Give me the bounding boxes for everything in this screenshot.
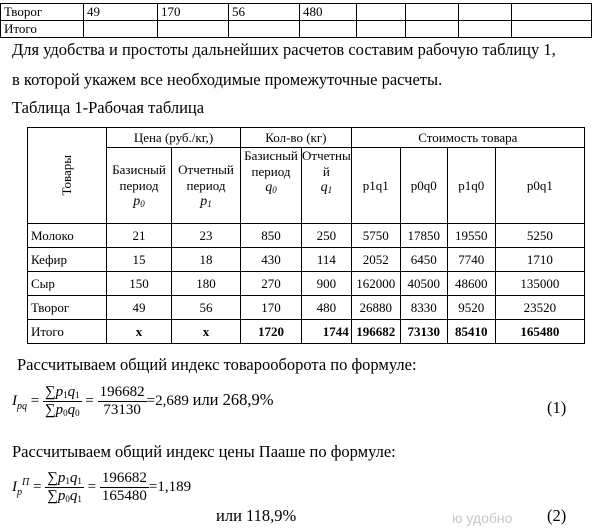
table-cell: 5250 bbox=[495, 224, 584, 248]
table-cell: 480 bbox=[302, 296, 352, 320]
table-cell: 6450 bbox=[400, 248, 447, 272]
table-cell: 19550 bbox=[447, 224, 495, 248]
formula-number: (2) bbox=[547, 506, 567, 525]
table-cell bbox=[300, 21, 357, 38]
row-name: Кефир bbox=[28, 248, 107, 272]
table-cell: 480 bbox=[300, 4, 357, 21]
cost-p0q1-header: p0q1 bbox=[495, 148, 584, 224]
cost-p1q1-header: p1q1 bbox=[351, 148, 400, 224]
table-cell bbox=[84, 21, 158, 38]
table-cell: 162000 bbox=[351, 272, 400, 296]
table-cell: 270 bbox=[241, 272, 302, 296]
price-header: Цена (руб./кг,) bbox=[107, 128, 241, 148]
formula-turnover-index: $I_{pq}$ = $\frac{\sum p_1q_1}{\sum p_0q_0}$ = $\frac{196682}{73130}$ =2,689 или 268,9% bbox=[12, 384, 274, 418]
table-cell: 114 bbox=[302, 248, 352, 272]
table-cell: 21 bbox=[107, 224, 172, 248]
table-cell: 17850 bbox=[400, 224, 447, 248]
formula-or-text: или 118,9% bbox=[216, 506, 297, 525]
table-cell: 900 bbox=[302, 272, 352, 296]
table-subheader-row bbox=[28, 148, 585, 224]
report-period-header: Отчетный период $p_1$ bbox=[172, 148, 241, 224]
cost-p1q0-header: p1q0 bbox=[447, 148, 495, 224]
table-row bbox=[1, 21, 592, 38]
table-row bbox=[28, 296, 585, 320]
table-cell: 49 bbox=[84, 4, 158, 21]
table-cell: Творог bbox=[1, 4, 84, 21]
table-cell: x bbox=[107, 320, 172, 344]
formula-number: (1) bbox=[547, 398, 567, 417]
paragraph: Рассчитываем общий индекс товарооборота по формуле: bbox=[17, 355, 417, 374]
table-cell: 40500 bbox=[400, 272, 447, 296]
table-cell bbox=[406, 4, 459, 21]
paragraph: в которой укажем все необходимые промежуточные расчеты. bbox=[12, 70, 443, 89]
table-cell bbox=[229, 21, 300, 38]
table-cell: 26880 bbox=[351, 296, 400, 320]
table-cell: 165480 bbox=[495, 320, 584, 344]
table-cell: 73130 bbox=[400, 320, 447, 344]
table-row bbox=[28, 224, 585, 248]
table-cell: Итого bbox=[1, 21, 84, 38]
cost-header: Стоимость товара bbox=[351, 128, 584, 148]
table-cell: 49 bbox=[107, 296, 172, 320]
row-name: Творог bbox=[28, 296, 107, 320]
table-cell: 170 bbox=[158, 4, 229, 21]
table-cell bbox=[459, 4, 512, 21]
table-cell bbox=[512, 21, 592, 38]
paragraph: Рассчитываем общий индекс цены Пааше по формуле: bbox=[12, 442, 396, 461]
table-cell: 1720 bbox=[241, 320, 302, 344]
watermark: ю удобно bbox=[452, 510, 513, 526]
table-cell: 5750 bbox=[351, 224, 400, 248]
table-cell: 196682 bbox=[351, 320, 400, 344]
table-row bbox=[28, 248, 585, 272]
table-cell: 850 bbox=[241, 224, 302, 248]
work-table bbox=[27, 127, 585, 344]
table-cell: 23 bbox=[172, 224, 241, 248]
paragraph: Для удобства и простоты дальнейших расчетов составим рабочую таблицу 1, bbox=[12, 40, 556, 59]
table-header-row bbox=[28, 128, 585, 148]
table-row bbox=[1, 4, 592, 21]
table-cell: 7740 bbox=[447, 248, 495, 272]
table-cell: 23520 bbox=[495, 296, 584, 320]
table-cell: 8330 bbox=[400, 296, 447, 320]
table-cell: 135000 bbox=[495, 272, 584, 296]
formula-paasche-price-index: $I_p^П$ = $\frac{\sum p_1q_1}{\sum p_0q_1}$ = $\frac{196682}{165480}$ =1,189 bbox=[12, 470, 192, 504]
row-name: Итого bbox=[28, 320, 107, 344]
table-caption: Таблица 1-Рабочая таблица bbox=[12, 98, 205, 117]
table-total-row bbox=[28, 320, 585, 344]
table-cell: 2052 bbox=[351, 248, 400, 272]
table-cell: x bbox=[172, 320, 241, 344]
cost-p0q0-header: p0q0 bbox=[400, 148, 447, 224]
table-cell: 15 bbox=[107, 248, 172, 272]
table-cell bbox=[357, 21, 406, 38]
row-name: Молоко bbox=[28, 224, 107, 248]
table-cell: 430 bbox=[241, 248, 302, 272]
table-cell bbox=[459, 21, 512, 38]
table-cell: 18 bbox=[172, 248, 241, 272]
qty-report-header: Отчетны й $q_1$ bbox=[302, 148, 352, 224]
table-cell: 1710 bbox=[495, 248, 584, 272]
table-cell: 180 bbox=[172, 272, 241, 296]
table-cell bbox=[357, 4, 406, 21]
table-cell: 250 bbox=[302, 224, 352, 248]
table-cell: 9520 bbox=[447, 296, 495, 320]
qty-header: Кол-во (кг) bbox=[241, 128, 352, 148]
row-name: Сыр bbox=[28, 272, 107, 296]
table-cell: 1744 bbox=[302, 320, 352, 344]
table-cell bbox=[158, 21, 229, 38]
table-cell: 56 bbox=[229, 4, 300, 21]
table-cell: 170 bbox=[241, 296, 302, 320]
qty-base-header: Базисный период $q_0$ bbox=[241, 148, 302, 224]
base-period-header: Базисный период $p_0$ bbox=[107, 148, 172, 224]
table-cell: 48600 bbox=[447, 272, 495, 296]
goods-header: Товары bbox=[28, 128, 107, 224]
table-cell bbox=[512, 4, 592, 21]
table-cell: 85410 bbox=[447, 320, 495, 344]
table-cell: 150 bbox=[107, 272, 172, 296]
previous-table bbox=[0, 3, 592, 38]
table-cell: 56 bbox=[172, 296, 241, 320]
table-cell bbox=[406, 21, 459, 38]
table-row bbox=[28, 272, 585, 296]
